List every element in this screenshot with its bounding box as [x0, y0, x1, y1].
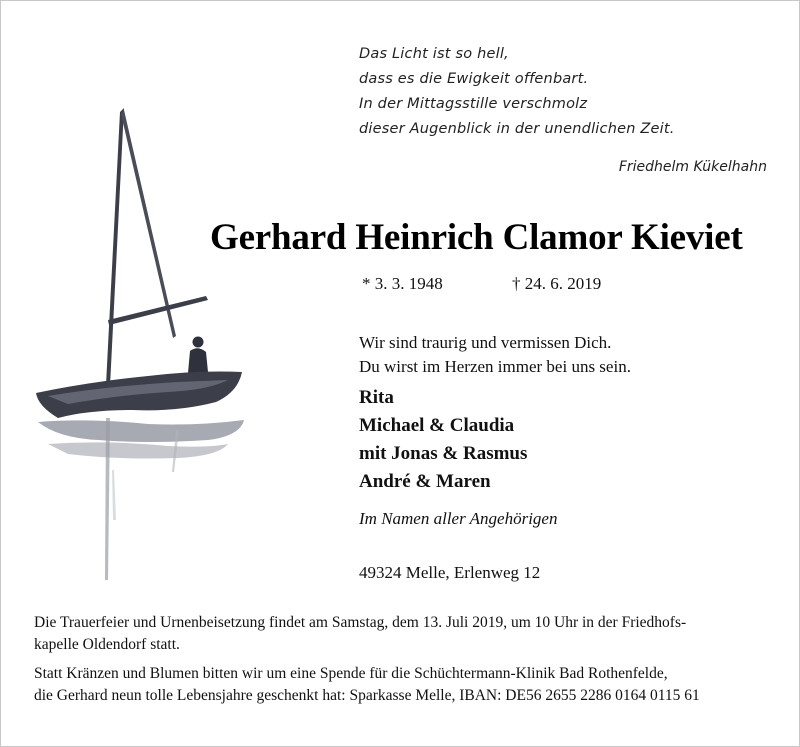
family-member: mit Jonas & Rasmus: [359, 443, 528, 464]
grief-text: [359, 331, 631, 379]
family-list: [359, 384, 527, 496]
donation-notice: [34, 663, 769, 707]
notice-line: Statt Kränzen und Blumen bitten wir um eine Spende für die Schüchtermann-Klinik Bad Rothenfelde,: [34, 665, 668, 682]
poem-line: In der Mittagsstille verschmolz: [359, 96, 588, 112]
poem-author: Friedhelm Kükelhahn: [618, 159, 767, 175]
relatives-note: Im Namen aller Angehörigen: [359, 509, 558, 528]
poem-line: dieser Augenblick in der unendlichen Zeit.: [359, 121, 675, 137]
poem: [359, 42, 779, 142]
notice-line: kapelle Oldendorf statt.: [34, 636, 180, 653]
notice-line: Die Trauerfeier und Urnenbeisetzung findet am Samstag, dem 13. Juli 2019, um 10 Uhr in der Friedhofs-: [34, 614, 687, 631]
family-member: André & Maren: [359, 471, 491, 492]
birth-date: * 3. 3. 1948: [362, 274, 443, 293]
poem-line: Das Licht ist so hell,: [359, 46, 509, 62]
sailboat-illustration: [28, 100, 258, 590]
ceremony-notice: [34, 612, 769, 656]
address: 49324 Melle, Erlenweg 12: [359, 563, 541, 582]
grief-line: Du wirst im Herzen immer bei uns sein.: [359, 357, 631, 376]
deceased-name: Gerhard Heinrich Clamor Kieviet: [210, 217, 743, 258]
death-date: † 24. 6. 2019: [512, 274, 602, 293]
notice-line: die Gerhard neun tolle Lebensjahre geschenkt hat: Sparkasse Melle, IBAN: DE56 2655 2286 0164 0115 61: [34, 687, 700, 704]
grief-line: Wir sind traurig und vermissen Dich.: [359, 333, 612, 352]
family-member: Michael & Claudia: [359, 415, 515, 436]
family-member: Rita: [359, 387, 394, 408]
poem-line: dass es die Ewigkeit offenbart.: [359, 71, 589, 87]
